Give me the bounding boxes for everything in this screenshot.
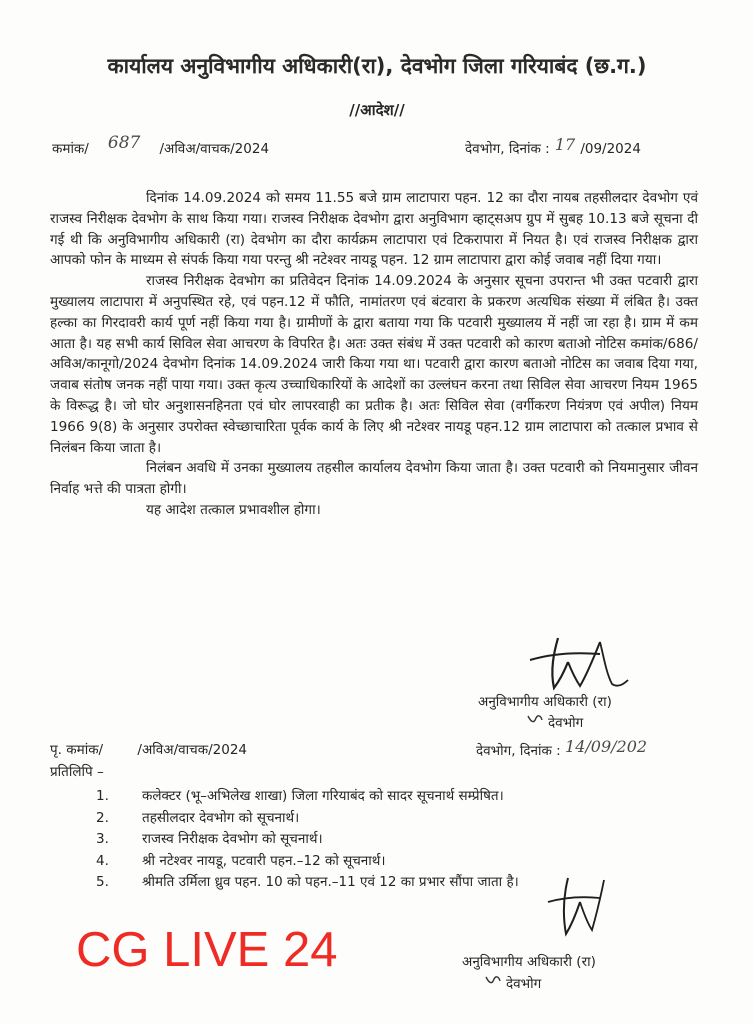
body-paragraph-3: निलंबन अवधि में उनका मुख्यालय तहसील कार्यालय देवभोग किया जाता है। उक्त पटवारी को नियमानुसार जीवन निर्वाह भत्ते की पात्रता होगी। [50, 460, 698, 498]
list-item [96, 786, 696, 808]
list-item-text: तहसीलदार देवभोग को सूचनार्थ। [142, 809, 300, 826]
list-item-number: 3. [96, 831, 109, 848]
signature-2-initial-mark [484, 973, 502, 987]
order-number-suffix: /अविअ/वाचक/2024 [159, 141, 270, 157]
signature-1-initial-mark [526, 712, 544, 726]
order-date-suffix: /09/2024 [580, 141, 641, 157]
list-item-text: राजस्व निरीक्षक देवभोग को सूचनार्थ। [142, 831, 323, 848]
order-number-line [52, 133, 270, 158]
signature-2-place: देवभोग [506, 976, 542, 992]
endorsement-number: पृ. कमांक/ /अविअ/वाचक/2024 [50, 742, 248, 758]
body-paragraph-4: यह आदेश तत्काल प्रभावशील होगा। [146, 501, 321, 518]
copy-to-label: प्रतिलिपि – [50, 764, 104, 780]
list-item-number: 1. [96, 788, 109, 804]
order-number-handwritten: 687 [107, 133, 141, 153]
order-date-day-handwritten: 17 [554, 135, 576, 154]
endorsement-date-line [476, 737, 648, 759]
endorsement-date-prefix: देवभोग, दिनांक : [476, 743, 561, 759]
endorsement-date-handwritten: 14/09/202 [565, 737, 648, 756]
list-item [96, 829, 696, 851]
list-item [96, 851, 696, 873]
signature-1-place: देवभोग [548, 715, 584, 731]
list-item [96, 808, 696, 830]
signature-1-scribble [520, 632, 630, 694]
list-item-text: श्री नटेश्वर नायडू, पटवारी पहन.–12 को सूचनार्थ। [142, 852, 386, 869]
order-number-prefix: कमांक/ [52, 141, 89, 157]
signature-2-designation: अनुविभागीय अधिकारी (रा) [462, 954, 596, 970]
signature-1-designation: अनुविभागीय अधिकारी (रा) [478, 694, 612, 710]
office-heading: कार्यालय अनुविभागीय अधिकारी(रा), देवभोग जिला गरियाबंद (छ.ग.) [107, 54, 647, 78]
list-item-text: कलेक्टर (भू–अभिलेख शाखा) जिला गरियाबंद को सादर सूचनार्थ सम्प्रेषित। [142, 788, 504, 804]
list-item-number: 5. [96, 874, 109, 891]
body-paragraph-2: राजस्व निरीक्षक देवभोग का प्रतिवेदन दिनांक 14.09.2024 के अनुसार सूचना उपरान्त भी उक्त पटवारी द्वारा मुख्यालय लाटापारा में अनुपस्थित रहे, एवं पहन.12 में फौति, नामांतरण एवं बंटवारा के प्रकरण अत्यधिक संख्या में लंबित है। उक्त हल्का का गिरदावरी कार्य पूर्ण नहीं किया गया है। ग्रामीणों के द्वारा बताया गया कि पटवारी मुख्यालय में नहीं जा रहा है। ग्राम में कम आता है। यह सभी कार्य सिविल सेवा आचरण के विपरित है। अतः उक्त संबंध में उक्त पटवारी को कारण बताओ नोटिस कमांक/686/अविअ/कानूगो/2024 देवभोग दिनांक 14.09.2024 जारी किया गया था। पटवारी द्वारा कारण बताओ नोटिस का जवाब दिया गया, जवाब संतोष जनक नहीं पाया गया। उक्त कृत्य उच्चाधिकारियों के आदेशों का उल्लंघन करना तथा सिविल सेवा आचरण नियम 1965 के विरूद्ध है। जो घोर अनुशासनहिनता एवं घोर लापरवाही का प्रतीक है। अतः सिविल सेवा (वर्गीकरण नियंत्रण एवं अपील) नियम 1966 9(8) के अनुसार उपरोक्त स्वेच्छाचारिता पूर्वक कार्य के लिए श्री नटेश्वर नायडू पहन.12 ग्राम लाटापारा को तत्काल प्रभाव से निलंबन किया जाता है। [50, 273, 698, 456]
order-label: //आदेश// [349, 101, 405, 119]
list-item-number: 4. [96, 852, 109, 869]
watermark-text: CG LIVE 24 [76, 923, 338, 977]
body-paragraph-1: दिनांक 14.09.2024 को समय 11.55 बजे ग्राम लाटापारा पहन. 12 का दौरा नायब तहसीलदार देवभोग एवं राजस्व निरीक्षक देवभोग के साथ किया गया। राजस्व निरीक्षक देवभोग द्वारा अनुविभाग व्हाट्सअप ग्रुप में सुबह 10.13 बजे सूचना दी गई थी कि अनुविभागीय अधिकारी (रा) देवभोग का दौरा कार्यक्रम लाटापारा एवं टिकरापारा में नियत है। एवं राजस्व निरीक्षक द्वारा आपको फोन के माध्यम से संपर्क किया गया परन्तु श्री नटेश्वर नायडू पहन. 12 ग्राम लाटापारा द्वारा कोई जवाब नहीं दिया गया। [50, 190, 698, 269]
list-item-number: 2. [96, 809, 109, 826]
signature-2-scribble [540, 872, 620, 942]
order-date-prefix: देवभोग, दिनांक : [465, 141, 550, 157]
order-date-line [465, 135, 641, 157]
order-body [50, 188, 698, 521]
list-item-text: श्रीमति उर्मिला ध्रुव पहन. 10 को पहन.–11 एवं 12 का प्रभार सौंपा जाता है। [142, 874, 519, 891]
